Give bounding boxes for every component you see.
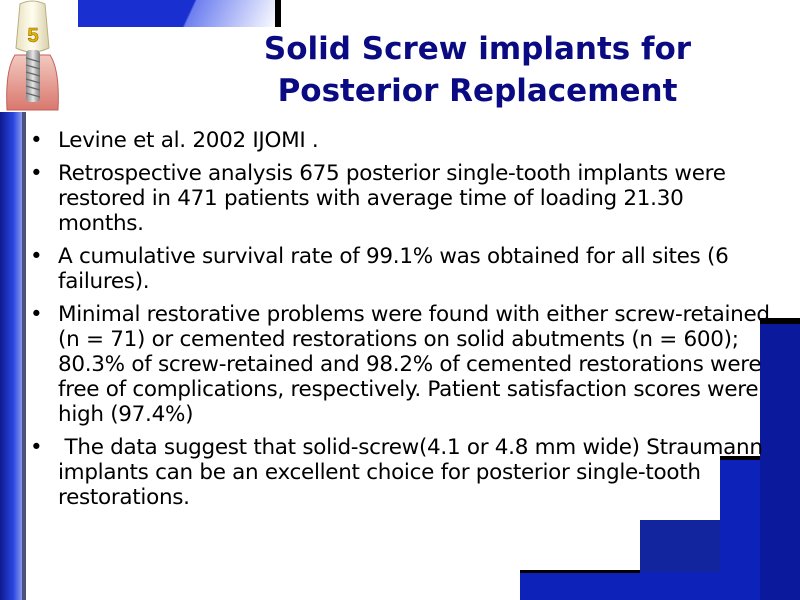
left-decor-shadow <box>22 112 26 600</box>
bullet-marker: • <box>30 161 43 186</box>
bottom-right-decor-block <box>520 572 760 600</box>
bullet-item <box>30 244 772 294</box>
left-decor-bar <box>0 112 22 600</box>
implant-logo-icon <box>5 0 60 115</box>
title-line-2: Posterior Replacement <box>277 73 678 109</box>
bullet-item <box>30 161 772 236</box>
bullet-marker: • <box>30 302 43 327</box>
bullet-list <box>30 128 772 518</box>
bullet-item <box>30 302 772 427</box>
bullet-text: Minimal restorative problems were found with either screw-retained (n = 71) or cemented restorations on solid abutments (n = 600); 80.3% of screw-retained and 98.2% of cemented restorations were free of complications, respectively. Patient satisfaction scores were high (97.4%) <box>58 302 770 427</box>
bullet-marker: • <box>30 128 43 153</box>
bullet-marker: • <box>30 244 43 269</box>
bullet-text: The data suggest that solid-screw(4.1 or 4.8 mm wide) Straumann implants can be an excellent choice for posterior single-tooth restorations. <box>58 435 770 510</box>
bullet-text: Levine et al. 2002 IJOMI . <box>58 128 319 153</box>
bottom-right-decor-edge <box>520 570 640 573</box>
bullet-item <box>30 128 772 153</box>
bullet-item <box>30 435 772 510</box>
bullet-text: A cumulative survival rate of 99.1% was obtained for all sites (6 failures). <box>58 244 729 294</box>
top-decor-bar <box>78 0 278 27</box>
title-line-1: Solid Screw implants for <box>263 31 692 67</box>
logo-number: 5 <box>27 25 39 47</box>
bullet-text: Retrospective analysis 675 posterior single-tooth implants were restored in 471 patients with average time of loading 21.30 months. <box>58 161 726 236</box>
bullet-marker: • <box>30 435 43 460</box>
slide-title <box>190 28 765 112</box>
top-decor-edge <box>275 0 281 27</box>
